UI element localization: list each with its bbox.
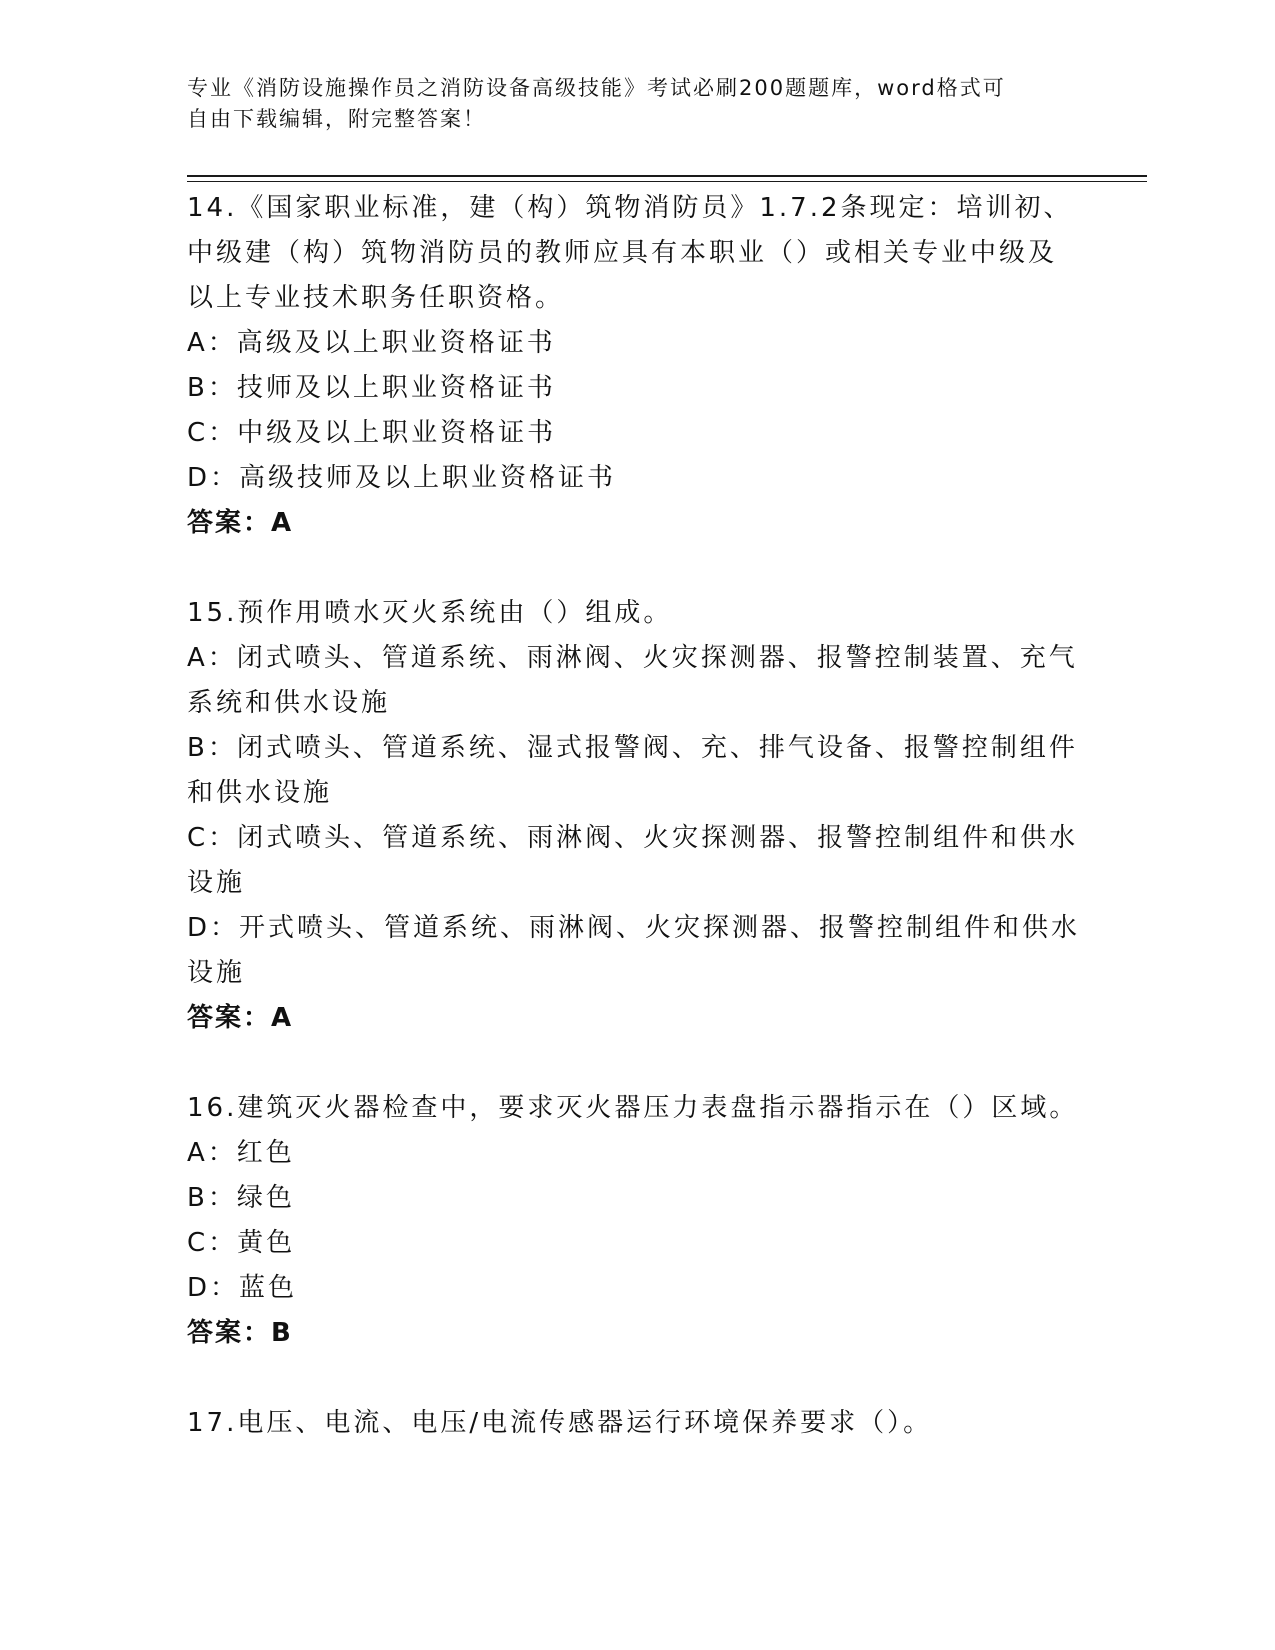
question-15 xyxy=(187,591,1087,1041)
option-c: C：黄色 xyxy=(187,1228,296,1258)
option-d: D：蓝色 xyxy=(187,1273,298,1303)
question-stem-line: 17.电压、电流、电压/电流传感器运行环境保养要求（）。 xyxy=(187,1408,933,1438)
header-line: 自由下载编辑，附完整答案！ xyxy=(187,107,486,131)
spacer xyxy=(187,546,1087,591)
question-stem-line: 15.预作用喷水灭火系统由（）组成。 xyxy=(187,598,673,628)
option-b: B：绿色 xyxy=(187,1183,295,1213)
option-d-continued: 设施 xyxy=(187,958,246,988)
spacer xyxy=(187,1356,1087,1401)
option-a: A：闭式喷头、管道系统、雨淋阀、火灾探测器、报警控制装置、充气 xyxy=(187,643,1078,673)
option-c-continued: 设施 xyxy=(187,868,246,898)
document-header xyxy=(187,73,1067,135)
answer-label: 答案：A xyxy=(187,1003,294,1033)
option-b: B：闭式喷头、管道系统、湿式报警阀、充、排气设备、报警控制组件 xyxy=(187,733,1078,763)
option-b-continued: 和供水设施 xyxy=(187,778,333,808)
option-d: D：高级技师及以上职业资格证书 xyxy=(187,463,617,493)
answer-label: 答案：B xyxy=(187,1318,293,1348)
option-d: D：开式喷头、管道系统、雨淋阀、火灾探测器、报警控制组件和供水 xyxy=(187,913,1081,943)
option-a: A：高级及以上职业资格证书 xyxy=(187,328,556,358)
header-divider-thin xyxy=(187,181,1147,182)
spacer xyxy=(187,1041,1087,1086)
option-a: A：红色 xyxy=(187,1138,295,1168)
option-c: C：闭式喷头、管道系统、雨淋阀、火灾探测器、报警控制组件和供水 xyxy=(187,823,1079,853)
question-stem-line: 14.《国家职业标准，建（构）筑物消防员》1.7.2条现定：培训初、 xyxy=(187,193,1073,223)
question-16 xyxy=(187,1086,1087,1356)
header-line: 专业《消防设施操作员之消防设备高级技能》考试必刷200题题库，word格式可 xyxy=(187,76,1006,100)
question-list xyxy=(187,186,1087,1446)
question-stem-line: 中级建（构）筑物消防员的教师应具有本职业（）或相关专业中级及 xyxy=(187,238,1058,268)
question-stem-line: 以上专业技术职务任职资格。 xyxy=(187,283,565,313)
answer-label: 答案：A xyxy=(187,508,294,538)
question-17 xyxy=(187,1401,1087,1446)
header-divider-thick xyxy=(187,175,1147,177)
option-a-continued: 系统和供水设施 xyxy=(187,688,391,718)
option-c: C：中级及以上职业资格证书 xyxy=(187,418,557,448)
option-b: B：技师及以上职业资格证书 xyxy=(187,373,556,403)
question-14 xyxy=(187,186,1087,546)
question-stem-line: 16.建筑灭火器检查中，要求灭火器压力表盘指示器指示在（）区域。 xyxy=(187,1093,1079,1123)
